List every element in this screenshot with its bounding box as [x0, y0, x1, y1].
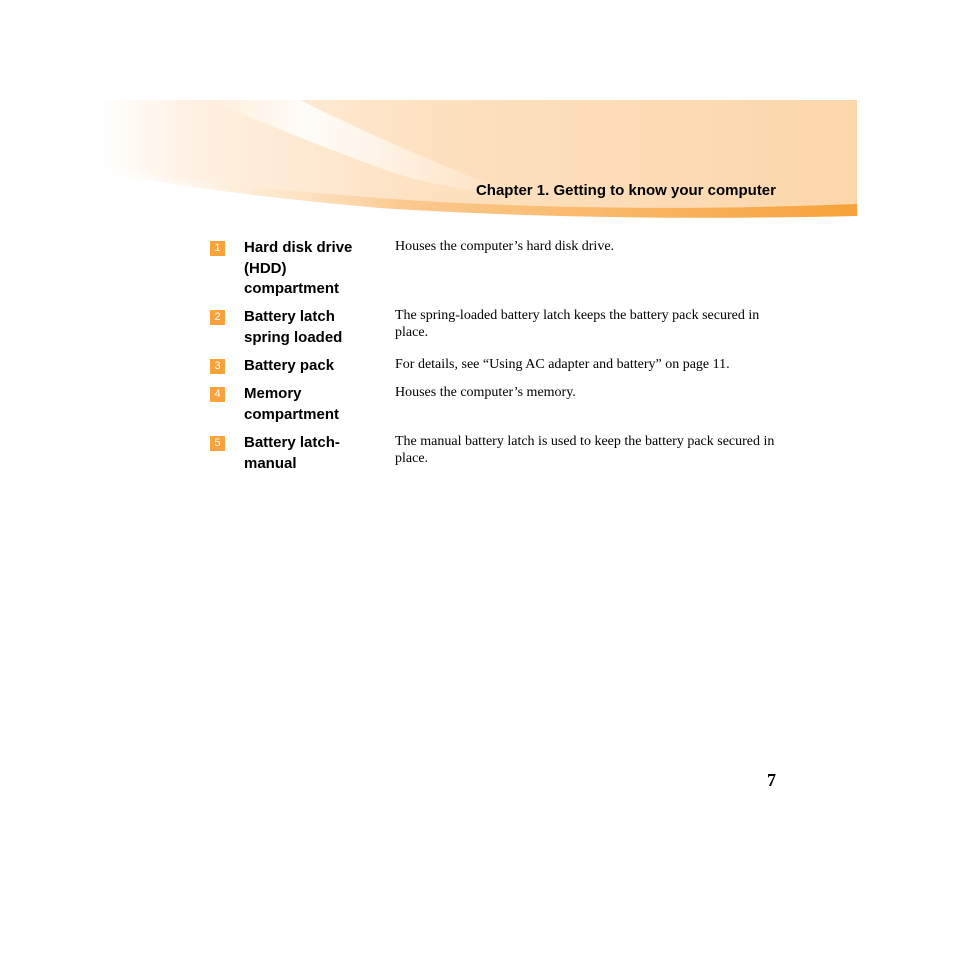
item-term: Memory compartment [244, 385, 340, 423]
item-term: Battery latch-manual [244, 434, 340, 472]
item-description: The spring-loaded battery latch keeps the battery pack secured in place. [395, 308, 760, 340]
item-number-badge: 2 [210, 310, 225, 325]
page-number: 7 [767, 770, 776, 790]
item-number-badge: 3 [210, 359, 225, 374]
item-number-badge: 1 [210, 241, 225, 256]
item-term: Battery latch spring loaded [244, 308, 343, 346]
item-number-badge: 4 [210, 387, 225, 402]
item-description: Houses the computer’s memory. [395, 385, 576, 400]
item-term: Hard disk drive (HDD) compartment [244, 239, 353, 297]
item-term: Battery pack [244, 357, 335, 374]
item-description: For details, see “Using AC adapter and battery” on page 11. [395, 357, 730, 372]
item-number-badge: 5 [210, 436, 225, 451]
chapter-title: Chapter 1. Getting to know your computer [475, 182, 776, 199]
item-description: Houses the computer’s hard disk drive. [395, 239, 615, 254]
item-description: The manual battery latch is used to keep the battery pack secured in place. [395, 434, 775, 466]
